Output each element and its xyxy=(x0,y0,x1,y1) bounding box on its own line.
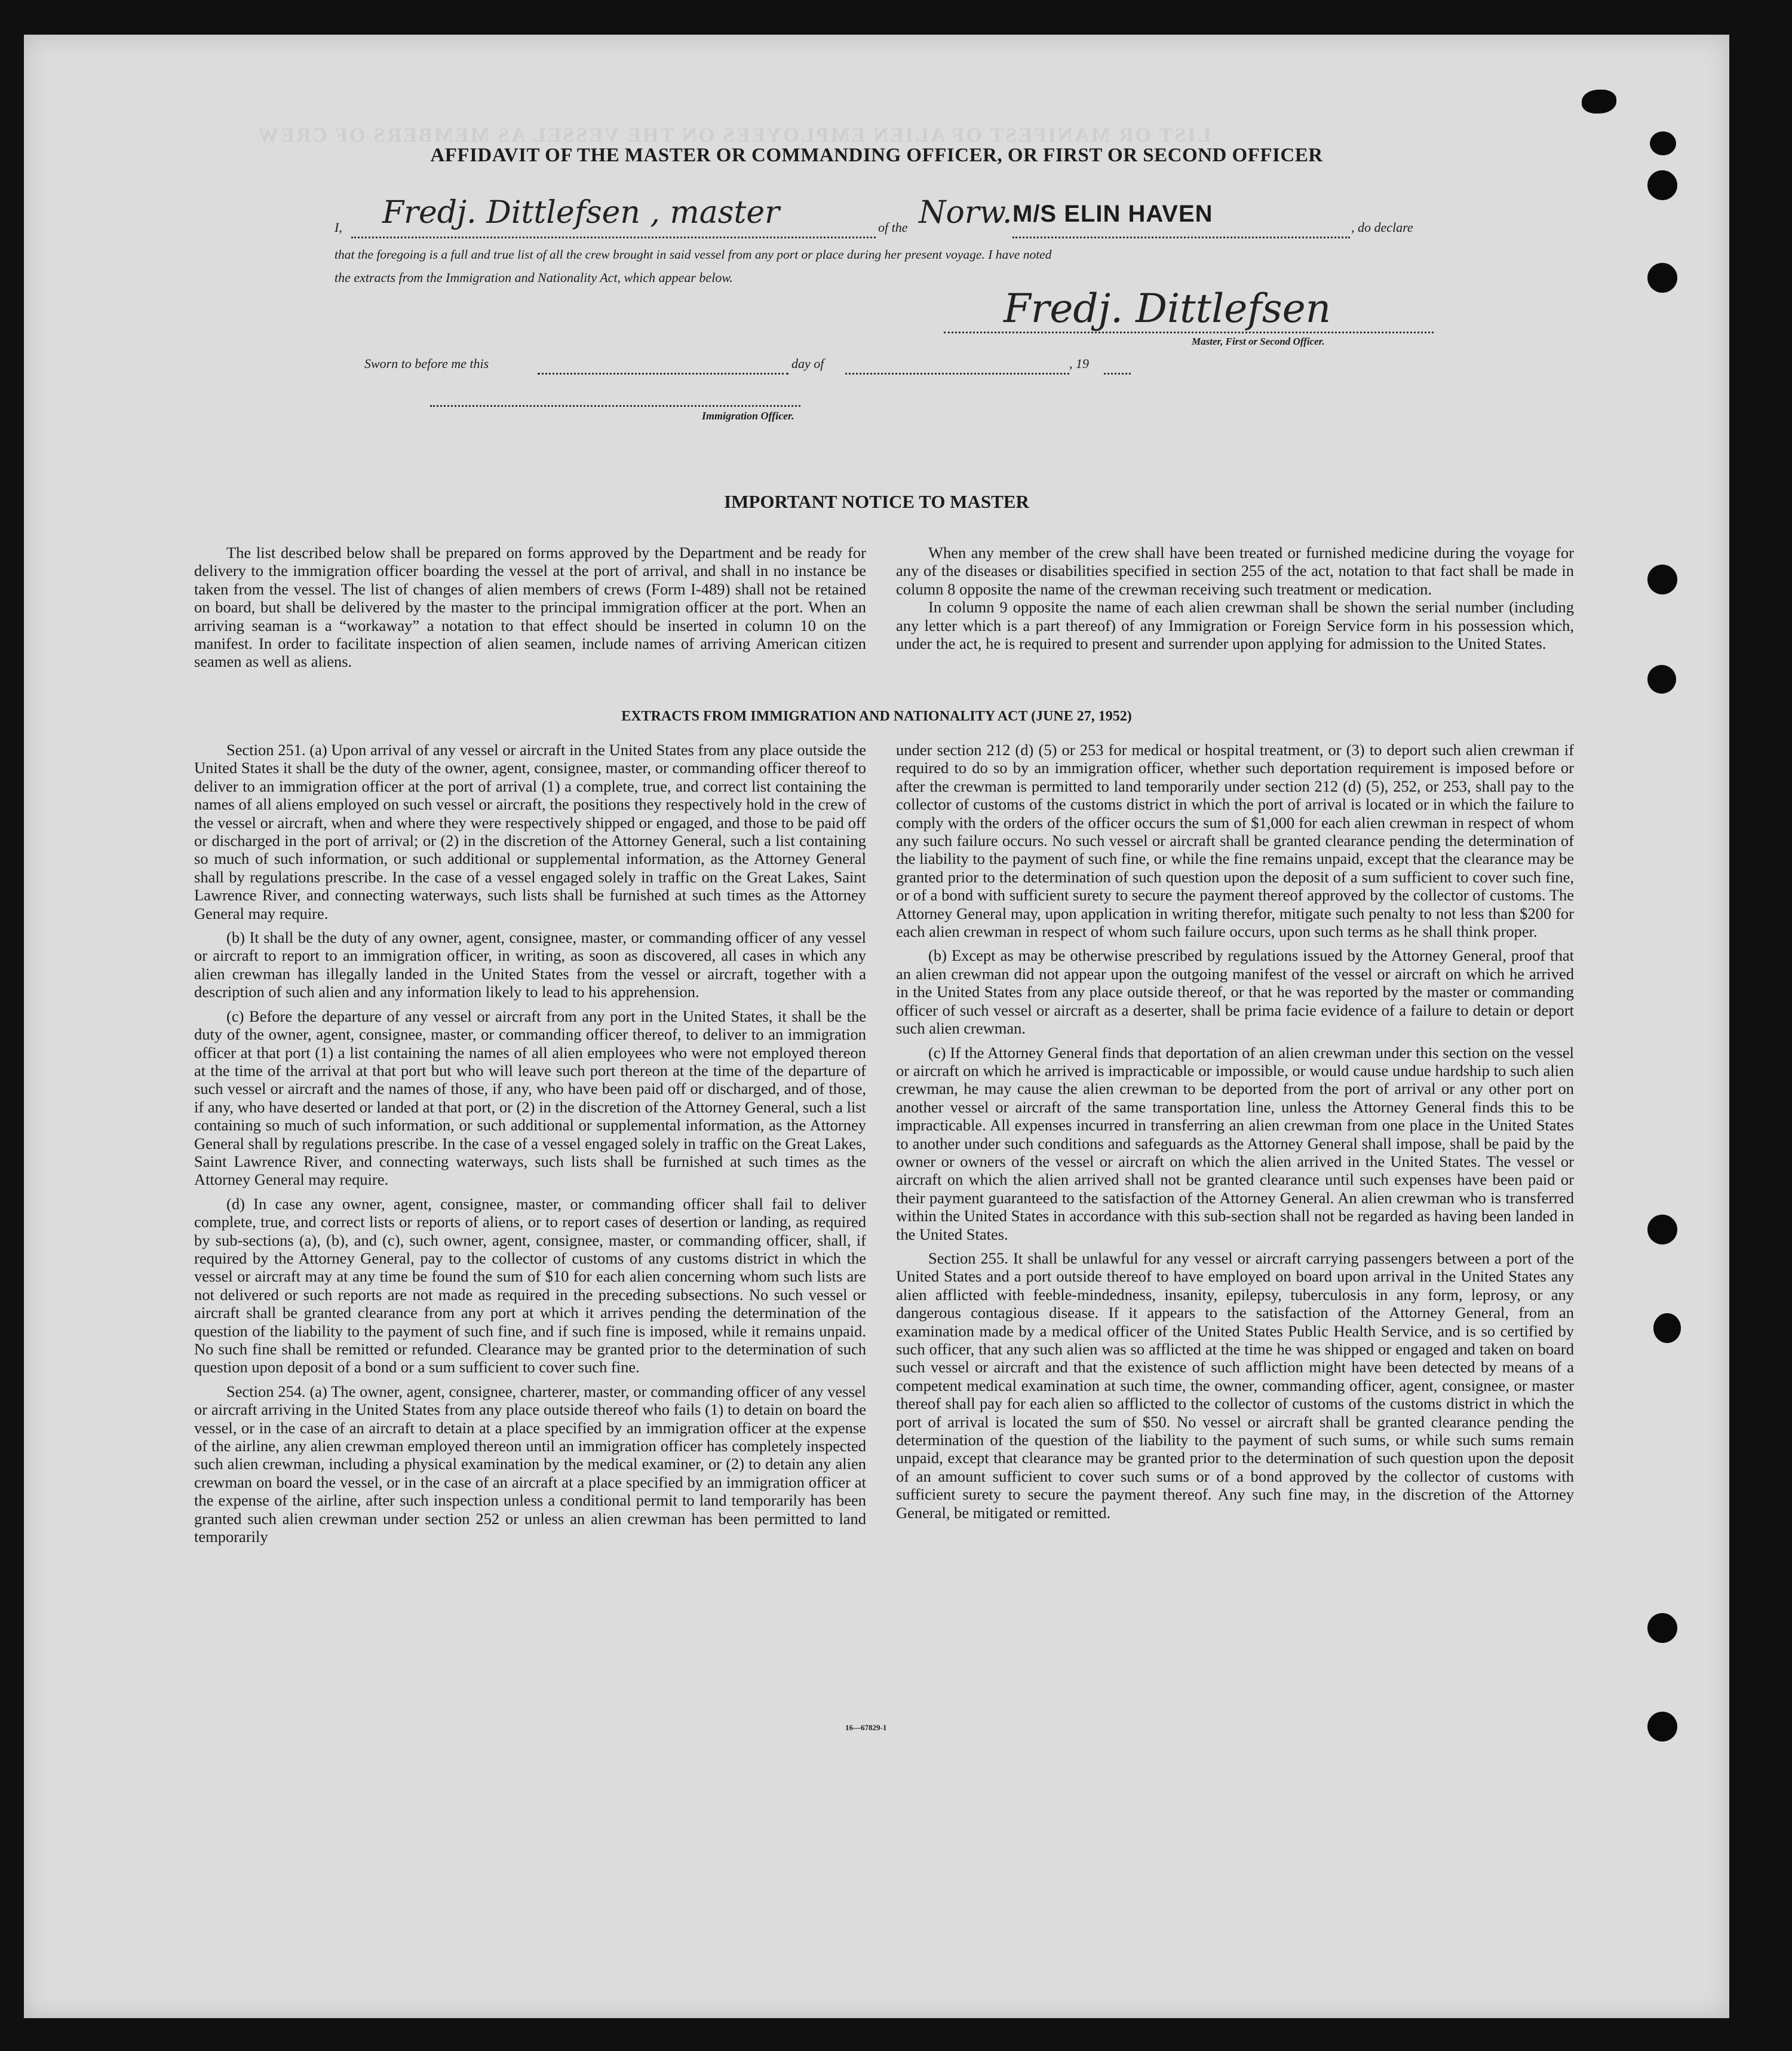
declaration-statement-line2: the extracts from the Immigration and Nationality Act, which appear below. xyxy=(335,270,733,285)
section-251-b: (b) It shall be the duty of any owner, agent, consignee, master, or commanding officer of any vessel or aircraft to report to an immigration officer, in writing, as soon as discovered, all cases in which any alien crewman has illegally landed in the United States from the vessel or aircraft, together with a description of such alien and any information likely to lead to his apprehension. xyxy=(194,928,866,1001)
notice-left-column xyxy=(194,544,866,677)
section-255: Section 255. It shall be unlawful for any vessel or aircraft carrying passengers between a port of the United States and a port outside thereof to have employed on board upon arrival in the United States any alien afflicted with feeble-mindedness, insanity, epilepsy, tuberculosis in any form, leprosy, or any dangerous contagious disease. If it appears to the satisfaction of the Attorney General, from an examination made by a medical officer of the United States Public Health Service, and is so certified by such officer, that any such alien was so afflicted at the time he was shipped or engaged and taken on board such vessel or aircraft and that the existence of such affliction might have been detected by means of a competent medical examination at such time, the owner, commanding officer, agent, consignee, or master thereof shall pay for each alien so afflicted to the collector of customs of the customs district in which the port of arrival is located the sum of $50. No vessel or aircraft shall be granted clearance pending the determination of the question of the liability to the payment of such sums, or while such sums remain unpaid, except that clearance may be granted prior to the determination of such question upon the deposit of an amount sufficient to cover such sums or of a bond approved by the collector of customs with sufficient surety to secure the payment thereof. Any such fine may, in the discretion of the Attorney General, be mitigated or remitted. xyxy=(896,1249,1574,1522)
declaration-statement-line1: that the foregoing is a full and true list of all the crew brought in said vessel from any port or place during her present voyage. I have noted xyxy=(335,247,1052,262)
section-251-c: (c) Before the departure of any vessel or aircraft from any port in the United States, it shall be the duty of the owner, agent, consignee, master, or commanding officer thereof, to deliver to an immigration officer at that port (1) a list containing the names of all alien employees who were not employed thereon at the time of the arrival at that port but who will leave such port thereon at the time of the departure of such vessel or aircraft and the names of those, if any, who have been paid off or discharged, and of those, if any, who have deserted or landed at that port, or (2) in the discretion of the Attorney General, such a list containing so much of such information, or such additional or supplemental information, as the Attorney General shall by regulations prescribe. In the case of a vessel engaged solely in traffic on the Great Lakes, Saint Lawrence River, and connecting waterways, such lists shall be furnished at such times as the Attorney General may require. xyxy=(194,1007,866,1189)
sworn-month-line xyxy=(845,373,1069,375)
i-label: I, xyxy=(335,220,342,235)
punch-hole xyxy=(1647,263,1677,293)
do-declare-label: , do declare xyxy=(1351,220,1413,235)
signature-line xyxy=(944,332,1434,333)
sworn-year-line xyxy=(1104,373,1131,375)
vessel-prefix-handwriting: Norw. xyxy=(919,195,1012,231)
section-254-a: Section 254. (a) The owner, agent, consignee, charterer, master, or commanding officer of any vessel or aircraft arriving in the United States from any place outside thereof who fails (1) to detain on board the vessel, or in the case of an aircraft to detain at a place specified by an immigration officer at the expense of the airline, any alien crewman employed thereon until an immigration officer has completely inspected such alien crewman, including a physical examination by the medical examiner, or (2) to detain any alien crewman on board the vessel, or in the case of an aircraft at a place specified by an immigration officer at the expense of the airline, after such inspection unless a conditional permit to land temporarily has been granted such alien crewman under section 252 or unless an alien crewman has been permitted to land temporarily xyxy=(194,1382,866,1546)
punch-hole xyxy=(1647,1613,1677,1643)
day-of-label: day of xyxy=(791,356,824,371)
punch-hole xyxy=(1647,665,1676,694)
section-254-b: (b) Except as may be otherwise prescribed by regulations issued by the Attorney General, proof that an alien crewman did not appear upon the outgoing manifest of the vessel or aircraft on which he arrived in the United States from any place outside thereof, or that he was reported by the master or commanding officer of such vessel or aircraft as a deserter, shall be prima facie evidence of a failure to detain or deport such alien crewman. xyxy=(896,946,1574,1038)
sworn-label: Sworn to before me this xyxy=(364,356,489,371)
of-the-label: of the xyxy=(878,220,908,235)
master-name-line xyxy=(351,237,876,238)
section-254-c: (c) If the Attorney General finds that deportation of an alien crewman under this section on the vessel or aircraft on which he arrived is impracticable or impossible, or would cause undue hardship to such alien crewman, he may cause the alien crewman to be deported from the port of arrival or any other port on another vessel or aircraft of the same transportation line, unless the Attorney General finds this to be impracticable. All expenses incurred in transferring an alien crewman from one place in the United States to another under such conditions and safeguards as the Attorney General shall impose, shall be paid by the owner or owners of the vessel or aircraft on which the alien arrived in the United States. The vessel or aircraft on which the alien arrived shall not be granted clearance until such expenses have been paid or their payment guaranteed to the satisfaction of the Attorney General. An alien crewman who is transferred within the United States in accordance with this sub-section shall not be regarded as having been landed in the United States. xyxy=(896,1043,1574,1243)
extracts-right-column xyxy=(896,741,1574,1528)
section-251-d: (d) In case any owner, agent, consignee, master, or commanding officer shall fail to deliver complete, true, and correct lists or reports of aliens, or to report cases of desertion or landing, as required by sub-sections (a), (b), and (c), such owner, agent, consignee, master, or commanding officer, shall, if required by the Attorney General, pay to the collector of customs of any customs district in which the vessel or aircraft may at any time be found the sum of $10 for each alien concerning whom such lists are not delivered or such reports are not made as required in the preceding subsections. No such vessel or aircraft shall be granted clearance from any port at which it arrives pending the determination of the question of the liability to the payment of such fine, and if such fine is imposed, while it remains unpaid. No such fine shall be remitted or refunded. Clearance may be granted prior to the determination of such question upon deposit of a bond or a sum sufficient to cover such fine. xyxy=(194,1194,866,1376)
notice-title: IMPORTANT NOTICE TO MASTER xyxy=(724,491,1029,512)
notice-right-column xyxy=(896,544,1574,658)
punch-hole xyxy=(1647,170,1677,200)
officer-signature-line xyxy=(430,405,800,407)
vessel-name: M/S ELIN HAVEN xyxy=(1012,201,1213,227)
section-254-a-continued: under section 212 (d) (5) or 253 for medical or hospital treatment, or (3) to deport such alien crewman if required to do so by an immigration officer, whether such deportation requirement is imposed before or after the crewman is permitted to land temporarily under section 212 (d) (5), 252, or 253, shall pay to the collector of customs of the customs district in which the port of arrival is located or in which the failure to comply with the orders of the officer occurs the sum of $1,000 for each alien crewman in respect of whom any such failure occurs. No such vessel or aircraft shall be granted clearance pending the determination of the liability to the payment of such fine, or while the fine remains unpaid, except that the clearance may be granted prior to the determination of such question upon the deposit of a sum sufficient to cover such fine, or of a bond with sufficient surety to secure the payment thereof approved by the collector of customs. The Attorney General may, upon application in writing therefor, mitigate such penalty to not less than $200 for each alien crewman in respect of whom such failure occurs, upon such terms as he shall think proper. xyxy=(896,741,1574,941)
notice-right-paragraph-2: In column 9 opposite the name of each alien crewman shall be shown the serial number (including any letter which is a part thereof) of any Immigration or Foreign Service form in his possession which, under the act, he is required to present and surrender upon applying for admission to the United States. xyxy=(896,598,1574,653)
officer-caption: Immigration Officer. xyxy=(702,410,794,422)
document-sheet xyxy=(24,35,1729,2018)
signature-caption: Master, First or Second Officer. xyxy=(1192,336,1325,347)
punch-hole xyxy=(1647,565,1677,594)
affidavit-title: AFFIDAVIT OF THE MASTER OR COMMANDING OFFICER, OR FIRST OR SECOND OFFICER xyxy=(430,145,1323,166)
bleed-through-mark: LIST OR MANIFEST OF ALIEN EMPLOYEES ON THE VESSEL AS MEMBERS OF CREW xyxy=(257,124,1211,146)
form-number: 16—67829-1 xyxy=(845,1723,887,1732)
year-label: , 19 xyxy=(1069,356,1089,371)
notice-left-paragraph: The list described below shall be prepared on forms approved by the Department and be ready for delivery to the immigration officer boarding the vessel at the port of arrival, and shall in no instance be taken from the vessel. The list of changes of alien members of crews (Form I-489) shall not be retained on board, but shall be delivered by the master to the principal immigration officer at the port. When an arriving seaman is a “workaway” a notation to that effect should be inserted in column 10 on the manifest. In order to facilitate inspection of alien seamen, include names of arriving American citizen seamen as well as aliens. xyxy=(194,544,866,671)
section-251-a: Section 251. (a) Upon arrival of any vessel or aircraft in the United States from any place outside the United States it shall be the duty of the owner, agent, consignee, master, or commanding officer thereof to deliver to an immigration officer at the port of arrival (1) a complete, true, and correct list containing the names of all aliens employed on such vessel or aircraft, the positions they respectively hold in the crew of the vessel or aircraft, when and where they were respectively shipped or engaged, and those to be paid off or discharged in the port of arrival; or (2) in the discretion of the Attorney General, such a list containing so much of such information, or such additional or supplemental information, as the Attorney General shall by regulations prescribe. In the case of a vessel engaged solely in traffic on the Great Lakes, Saint Lawrence River, and connecting waterways, such lists shall be furnished at such times as the Attorney General may require. xyxy=(194,741,866,922)
extracts-title: EXTRACTS FROM IMMIGRATION AND NATIONALITY ACT (JUNE 27, 1952) xyxy=(621,709,1132,724)
punch-hole xyxy=(1650,131,1676,155)
vessel-name-line xyxy=(1012,237,1350,238)
master-signature: Fredj. Dittlefsen xyxy=(1004,286,1331,332)
master-name-handwriting: Fredj. Dittlefsen , master xyxy=(382,195,780,231)
punch-hole xyxy=(1647,1712,1677,1742)
notice-right-paragraph-1: When any member of the crew shall have been treated or furnished medicine during the voyage for any of the diseases or disabilities specified in section 255 of the act, notation to that fact shall be made in column 8 opposite the name of the crewman receiving such treatment or medication. xyxy=(896,544,1574,598)
punch-hole xyxy=(1582,90,1616,114)
punch-hole xyxy=(1647,1215,1677,1244)
extracts-left-column xyxy=(194,741,866,1552)
punch-hole xyxy=(1653,1313,1681,1343)
sworn-day-line xyxy=(538,373,788,375)
